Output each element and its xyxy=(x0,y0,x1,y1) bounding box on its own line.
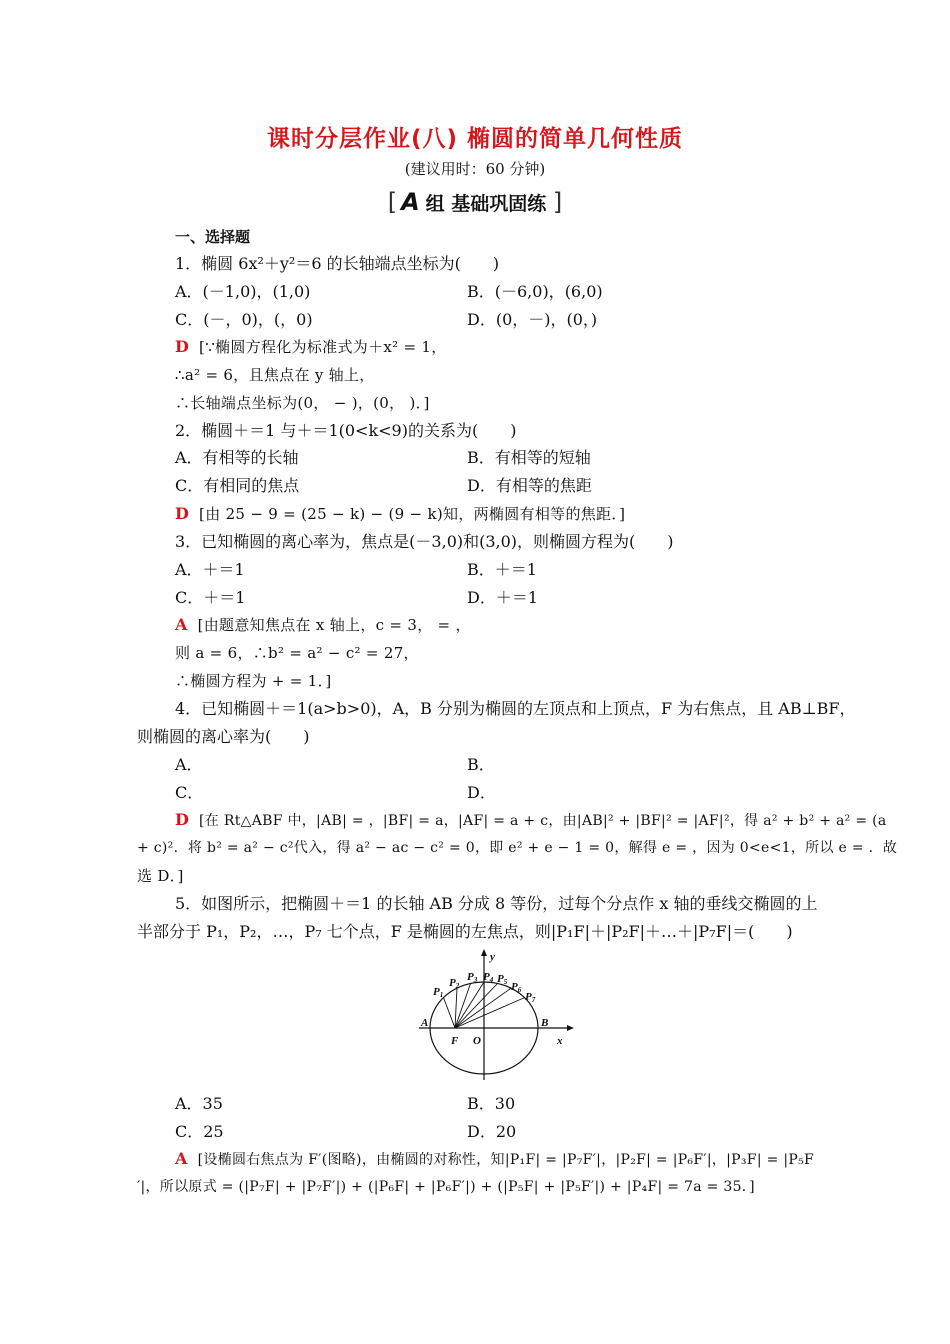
q4-option-a: A． xyxy=(175,755,203,774)
q3-option-c: C．＋＝1 xyxy=(175,588,246,607)
q5-option-d: D．20 xyxy=(467,1122,517,1141)
q1-answer: D xyxy=(175,337,189,356)
q1-option-d: D．(0，－)，(0，) xyxy=(467,310,598,329)
q4-option-b: B． xyxy=(467,755,495,774)
q3-solution-2: 则 a = 6，∴b² = a² − c² = 27， xyxy=(175,644,419,662)
label-f: F xyxy=(451,1035,459,1047)
label-p5: P5 xyxy=(497,973,508,986)
x-axis-arrow xyxy=(567,1025,574,1031)
ray-p1 xyxy=(444,998,456,1028)
q2-option-b: B．有相等的短轴 xyxy=(467,448,591,467)
label-o: O xyxy=(473,1035,481,1047)
group-letter: A xyxy=(401,188,420,216)
q4-stem-2: 则椭圆的离心率为( ) xyxy=(137,727,310,746)
q4-solution: [在 Rt△ABF 中，|AB| = ，|BF| = a，|AF| = a + c，由|AB|² + |BF|² = |AF|²，得 a² + b² + a² = (a xyxy=(199,813,887,829)
label-b: B xyxy=(541,1017,549,1029)
label-y: y xyxy=(490,951,495,963)
group-heading xyxy=(0,188,950,216)
q4-option-c: C． xyxy=(175,783,204,802)
q5-solution-line xyxy=(175,1149,814,1170)
page-title: 课时分层作业(八) 椭圆的简单几何性质 xyxy=(266,126,684,152)
q1-option-a: A．(－1,0)，(1,0) xyxy=(175,282,311,301)
q1-option-c: C．(－，0)，(，0) xyxy=(175,310,313,329)
q2-solution: [由 25 − 9 = (25 − k) − (9 − k)知，两椭圆有相等的焦距．] xyxy=(199,505,626,523)
q4-answer: D xyxy=(175,810,189,829)
q2-solution-line xyxy=(175,504,625,524)
ray-p6 xyxy=(455,988,511,1028)
q5-answer: A xyxy=(175,1149,188,1168)
q3-option-a: A．＋＝1 xyxy=(175,560,245,579)
q4-solution-3: 选 D．] xyxy=(137,867,184,885)
q4-solution-2: + c)²．将 b² = a² − c²代入，得 a² − ac − c² = 0，即 e² + e − 1 = 0，解得 e = ，因为 0<e<1，所以 e = ．故 xyxy=(137,840,898,856)
q5-option-b: B．30 xyxy=(467,1094,516,1113)
label-p1: P1 xyxy=(433,986,444,999)
y-axis-arrow xyxy=(481,949,487,956)
ray-p5 xyxy=(455,984,498,1029)
label-p7: P7 xyxy=(525,991,536,1004)
q4-solution-line xyxy=(175,810,887,831)
q4-option-d: D． xyxy=(467,783,496,802)
label-p4: P4 xyxy=(483,971,494,984)
q1-solution-2: ∴a² = 6，且焦点在 y 轴上， xyxy=(175,366,375,384)
q3-stem: 3．已知椭圆的离心率为，焦点是(－3,0)和(3,0)，则椭圆方程为( ) xyxy=(175,532,674,551)
label-a: A xyxy=(421,1017,429,1029)
q5-stem: 5．如图所示，把椭圆＋＝1 的长轴 AB 分成 8 等份，过每个分点作 x 轴的垂线交椭圆的上 xyxy=(175,894,818,913)
time-suggestion: (建议用时：60 分钟) xyxy=(404,160,546,178)
group-label: 组 基础巩固练 xyxy=(425,193,547,215)
bracket-right: ] xyxy=(552,188,563,216)
q3-solution-3: ∴椭圆方程为 + = 1．] xyxy=(175,672,332,690)
q1-stem: 1．椭圆 6x²＋y²＝6 的长轴端点坐标为( ) xyxy=(175,254,500,273)
q2-answer: D xyxy=(175,504,189,523)
q3-answer: A xyxy=(175,615,188,634)
q3-option-b: B．＋＝1 xyxy=(467,560,537,579)
q3-solution: [由题意知焦点在 x 轴上，c = 3， = ， xyxy=(197,616,471,634)
q4-stem: 4．已知椭圆＋＝1(a>b>0)，A，B 分别为椭圆的左顶点和上顶点，F 为右焦点，且 AB⊥BF， xyxy=(175,699,856,718)
q2-option-c: C．有相同的焦点 xyxy=(175,476,300,495)
label-p2: P2 xyxy=(449,977,460,990)
q5-solution-2: ′|，所以原式 = (|P₇F| + |P₇F′|) + (|P₆F| + |P₆F′|) + (|P₅F| + |P₅F′|) + |P₄F| = 7a = 35．] xyxy=(137,1179,755,1195)
q5-option-a: A．35 xyxy=(175,1094,223,1113)
q3-option-d: D．＋＝1 xyxy=(467,588,539,607)
q5-stem-2: 半部分于 P₁，P₂，…，P₇ 七个点，F 是椭圆的左焦点，则|P₁F|＋|P₂F|＋…＋|P₇F|＝( ) xyxy=(137,922,793,941)
q1-solution-line xyxy=(175,337,447,357)
q1-solution-3: ∴长轴端点坐标为(0， − )，(0， )．] xyxy=(175,394,430,412)
q2-option-a: A．有相等的长轴 xyxy=(175,448,299,467)
label-p6: P6 xyxy=(511,981,522,994)
label-p3: P3 xyxy=(467,971,478,984)
ray-p4 xyxy=(455,982,484,1028)
ellipse-figure xyxy=(417,948,577,1084)
bracket-left: [ xyxy=(387,188,398,216)
q1-solution: [∵椭圆方程化为标准式为＋x² = 1， xyxy=(199,338,447,356)
section-heading: 一、选择题 xyxy=(175,228,251,246)
q5-solution: [设椭圆右焦点为 F′(图略)，由椭圆的对称性，知|P₁F| = |P₇F′|，|P₂F| = |P₆F′|，|P₃F| = |P₅F xyxy=(197,1152,815,1168)
q2-option-d: D．有相等的焦距 xyxy=(467,476,592,495)
q1-option-b: B．(－6,0)，(6,0) xyxy=(467,282,603,301)
ray-p7 xyxy=(455,998,525,1028)
label-x: x xyxy=(557,1035,563,1047)
q3-solution-line xyxy=(175,615,471,635)
q5-option-c: C．25 xyxy=(175,1122,224,1141)
q2-stem: 2．椭圆＋＝1 与＋＝1(0<k<9)的关系为( ) xyxy=(175,421,517,440)
